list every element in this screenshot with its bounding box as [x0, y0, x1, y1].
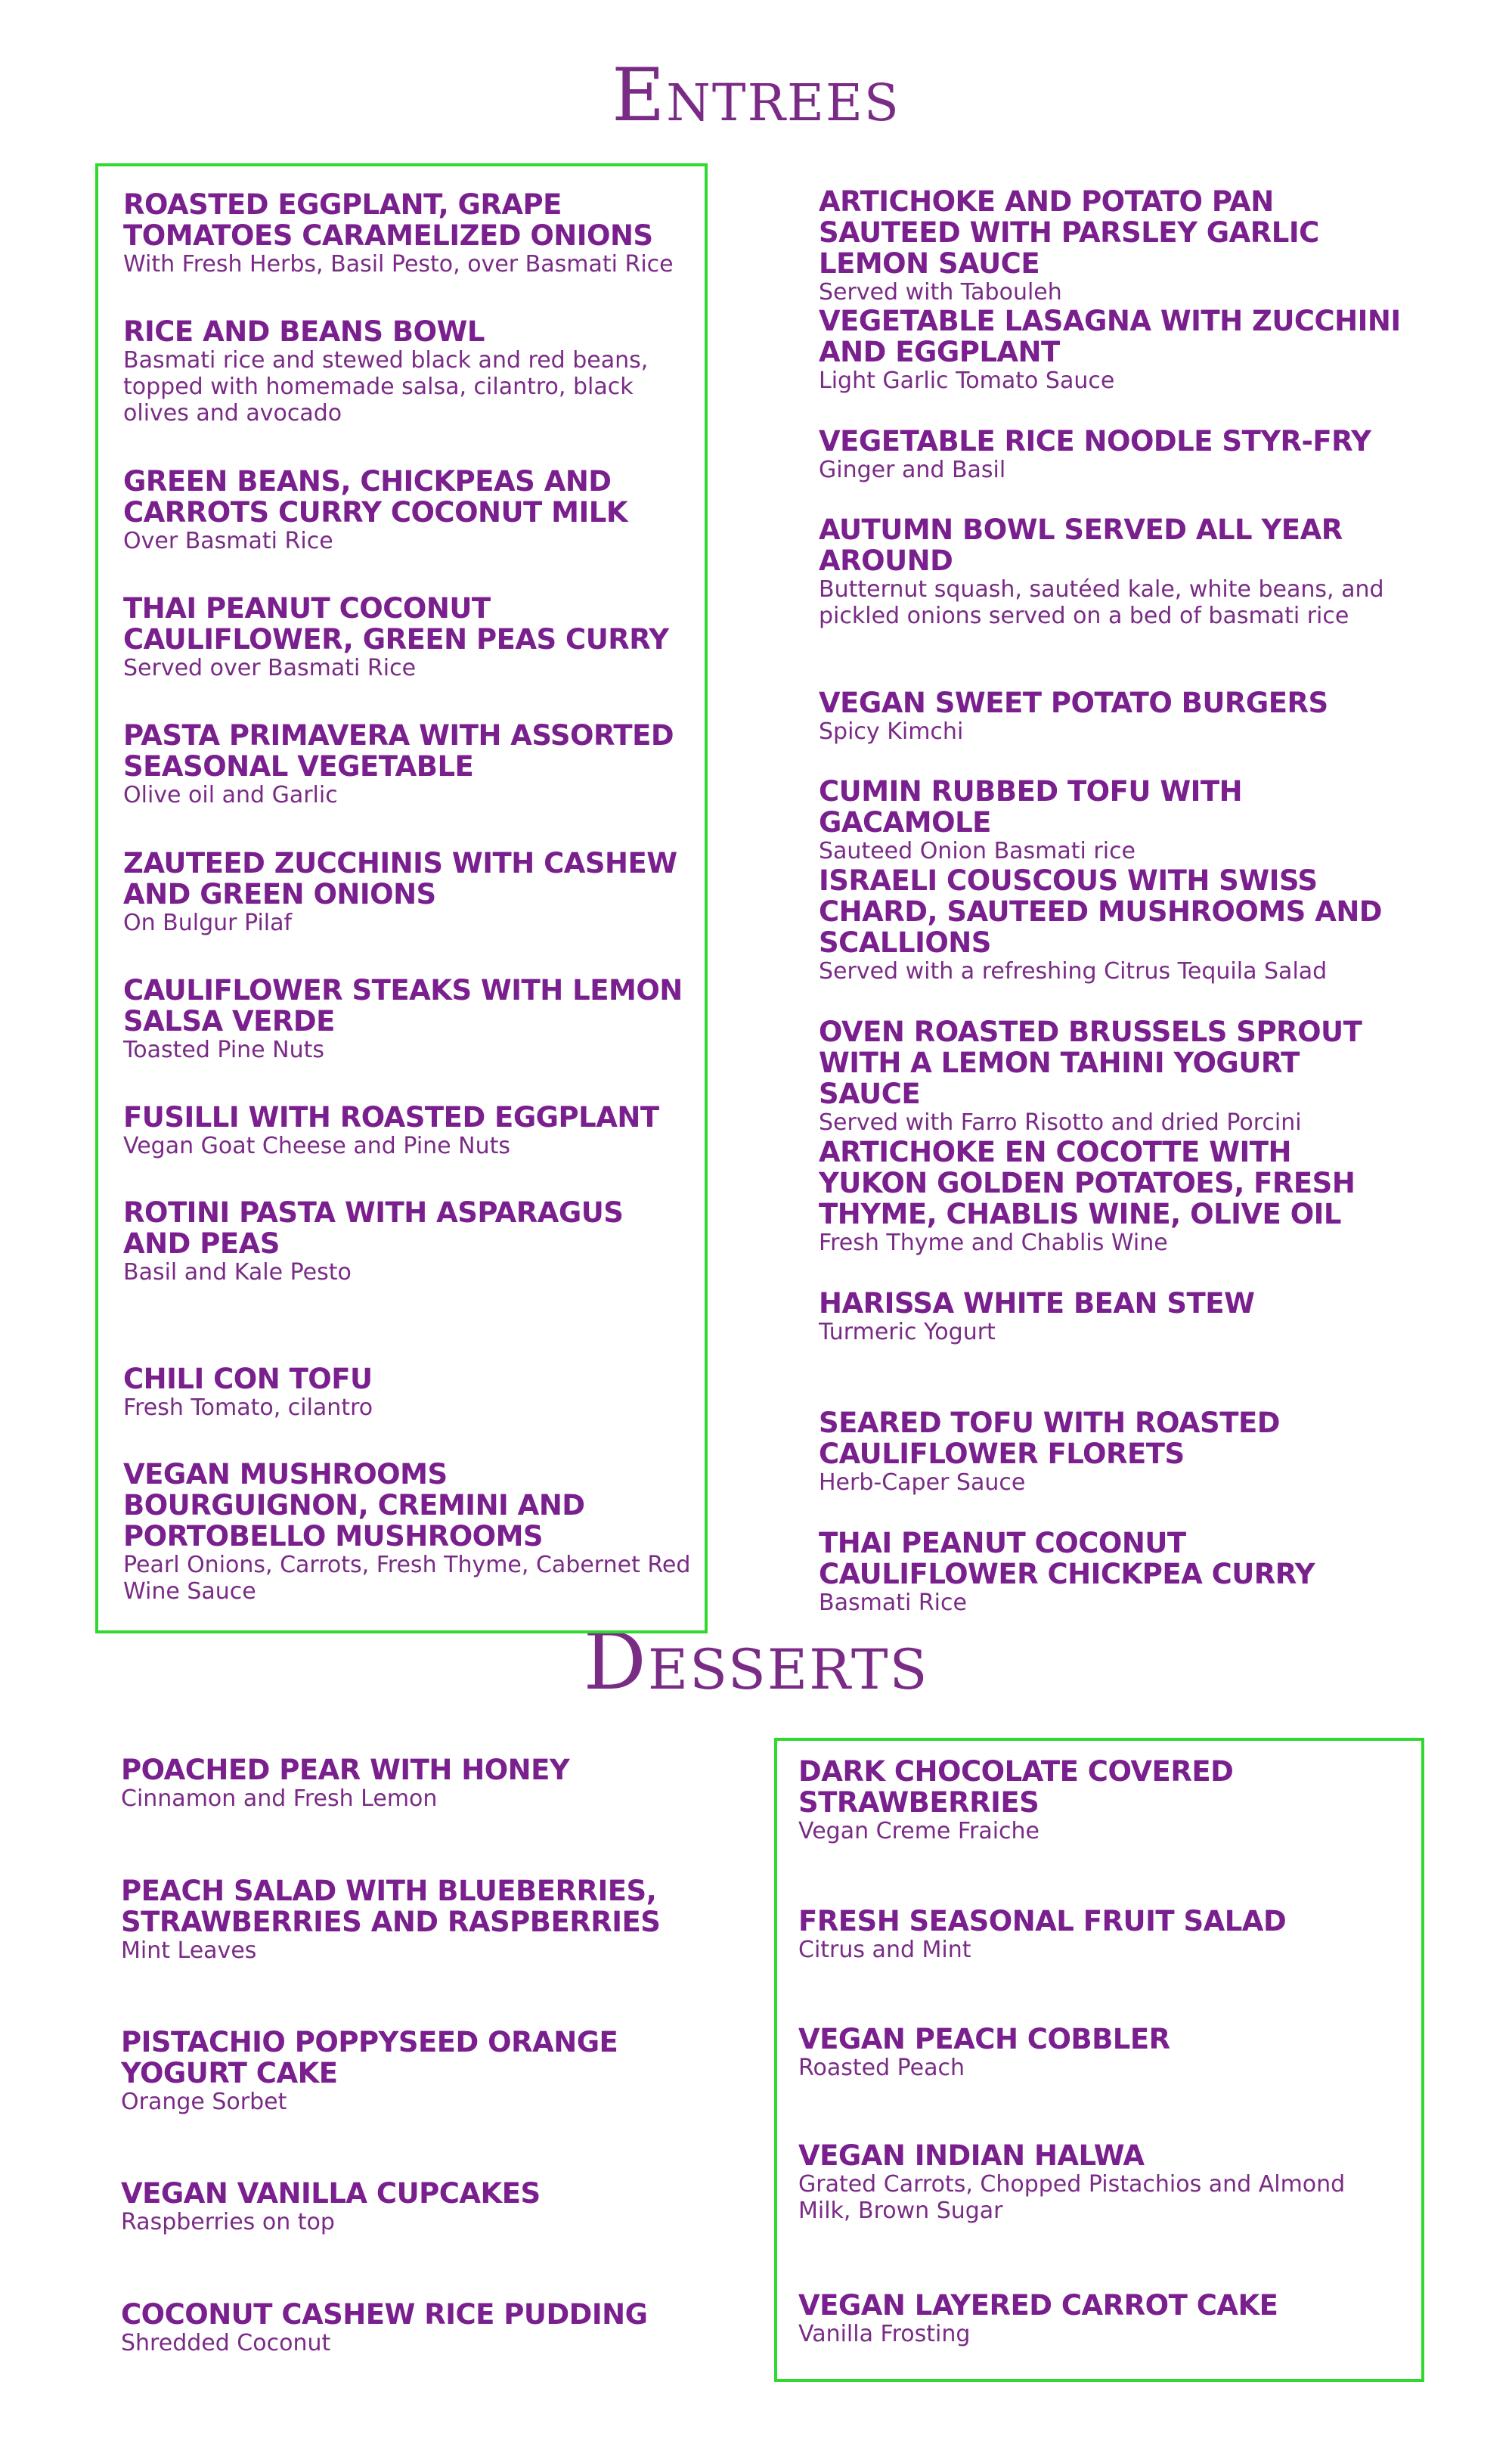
item-description: Olive oil and Garlic: [123, 782, 338, 808]
item-description: Light Garlic Tomato Sauce: [819, 368, 1115, 394]
item-name: VEGAN MUSHROOMS BOURGUIGNON, CREMINI AND PORTOBELLO MUSHROOMS: [123, 1458, 585, 1553]
item-name: FRESH SEASONAL FRUIT SALAD: [798, 1905, 1287, 1937]
item-name: PISTACHIO POPPYSEED ORANGE YOGURT CAKE: [121, 2026, 618, 2089]
item-description: Butternut squash, sautéed kale, white beans, and pickled onions served on a bed of basmati rice: [819, 576, 1384, 629]
menu-item: [819, 306, 1401, 394]
menu-item: [123, 466, 698, 554]
item-name: CUMIN RUBBED TOFU WITH GACAMOLE: [819, 775, 1243, 839]
dessert-item: [798, 2024, 1396, 2081]
dessert-item: [121, 1875, 696, 1964]
item-name: ROTINI PASTA WITH ASPARAGUS AND PEAS: [123, 1196, 624, 1260]
item-name: VEGAN SWEET POTATO BURGERS: [819, 687, 1328, 719]
menu-item: [819, 687, 1401, 745]
menu-item: [819, 514, 1401, 629]
item-description: On Bulgur Pilaf: [123, 910, 293, 936]
item-description: Raspberries on top: [121, 2209, 335, 2235]
item-name: DARK CHOCOLATE COVERED STRAWBERRIES: [798, 1755, 1234, 1819]
item-name: VEGAN LAYERED CARROT CAKE: [798, 2289, 1278, 2322]
entrees-heading: Entrees: [612, 53, 900, 138]
item-description: Citrus and Mint: [798, 1937, 971, 1963]
item-description: Served with Farro Risotto and dried Porcini: [819, 1109, 1302, 1136]
item-name: PEACH SALAD WITH BLUEBERRIES, STRAWBERRIES AND RASPBERRIES: [121, 1875, 661, 1938]
item-description: Sauteed Onion Basmati rice: [819, 838, 1136, 864]
item-name: RICE AND BEANS BOWL: [123, 315, 485, 348]
item-description: Roasted Peach: [798, 2055, 965, 2081]
item-description: Vanilla Frosting: [798, 2321, 971, 2347]
menu-item: [819, 1528, 1401, 1616]
dessert-item: [798, 1906, 1396, 1963]
item-name: ARTICHOKE EN COCOTTE WITH YUKON GOLDEN POTATOES, FRESH THYME, CHABLIS WINE, OLIVE OIL: [819, 1136, 1356, 1230]
item-description: Vegan Goat Cheese and Pine Nuts: [123, 1133, 511, 1159]
item-description: Herb-Caper Sauce: [819, 1469, 1026, 1496]
menu-item: [123, 1363, 698, 1421]
menu-item: [819, 426, 1401, 483]
item-name: VEGETABLE LASAGNA WITH ZUCCHINI AND EGGPLANT: [819, 305, 1401, 368]
dessert-item: [121, 1754, 696, 1812]
menu-item: [819, 1288, 1401, 1345]
item-name: VEGAN VANILLA CUPCAKES: [121, 2177, 541, 2210]
item-name: VEGETABLE RICE NOODLE STYR-FRY: [819, 425, 1371, 458]
menu-item: [123, 189, 698, 278]
item-name: GREEN BEANS, CHICKPEAS AND CARROTS CURRY COCONUT MILK: [123, 465, 628, 529]
item-description: Vegan Creme Fraiche: [798, 1818, 1040, 1844]
item-name: ARTICHOKE AND POTATO PAN SAUTEED WITH PARSLEY GARLIC LEMON SAUCE: [819, 185, 1319, 280]
item-name: AUTUMN BOWL SERVED ALL YEAR AROUND: [819, 513, 1343, 577]
item-description: Grated Carrots, Chopped Pistachios and Almond Milk, Brown Sugar: [798, 2171, 1346, 2224]
item-name: FUSILLI WITH ROASTED EGGPLANT: [123, 1101, 659, 1134]
item-name: POACHED PEAR WITH HONEY: [121, 1754, 570, 1786]
item-description: Shredded Coconut: [121, 2330, 331, 2356]
item-name: SEARED TOFU WITH ROASTED CAULIFLOWER FLORETS: [819, 1407, 1280, 1470]
item-description: Served with Tabouleh: [819, 279, 1062, 306]
menu-item: [123, 316, 698, 427]
menu-item: [819, 186, 1401, 306]
menu-item: [819, 865, 1401, 985]
item-name: ZAUTEED ZUCCHINIS WITH CASHEW AND GREEN ONIONS: [123, 847, 677, 910]
dessert-item: [798, 2140, 1396, 2224]
item-description: Fresh Tomato, cilantro: [123, 1394, 373, 1421]
dessert-item: [121, 2027, 696, 2115]
item-description: Served over Basmati Rice: [123, 655, 417, 681]
item-name: PASTA PRIMAVERA WITH ASSORTED SEASONAL VEGETABLE: [123, 719, 674, 783]
item-name: OVEN ROASTED BRUSSELS SPROUT WITH A LEMON TAHINI YOGURT SAUCE: [819, 1016, 1362, 1110]
item-name: CAULIFLOWER STEAKS WITH LEMON SALSA VERDE: [123, 974, 683, 1038]
menu-item: [123, 1459, 698, 1605]
item-name: THAI PEANUT COCONUT CAULIFLOWER, GREEN PEAS CURRY: [123, 592, 669, 656]
menu-item: [123, 720, 698, 808]
item-description: Orange Sorbet: [121, 2089, 287, 2115]
dessert-item: [121, 2299, 696, 2356]
item-description: Basmati rice and stewed black and red beans, topped with homemade salsa, cilantro, black olives and avocado: [123, 347, 649, 427]
menu-item: [819, 1137, 1401, 1256]
menu-item: [123, 593, 698, 681]
item-name: HARISSA WHITE BEAN STEW: [819, 1287, 1255, 1320]
item-name: COCONUT CASHEW RICE PUDDING: [121, 2298, 648, 2331]
menu-item: [819, 1016, 1401, 1136]
menu-item: [819, 776, 1401, 864]
item-name: ISRAELI COUSCOUS WITH SWISS CHARD, SAUTEED MUSHROOMS AND SCALLIONS: [819, 864, 1383, 959]
menu-item: [819, 1407, 1401, 1496]
item-description: Basil and Kale Pesto: [123, 1259, 352, 1286]
item-name: THAI PEANUT COCONUT CAULIFLOWER CHICKPEA CURRY: [819, 1527, 1315, 1590]
item-description: Cinnamon and Fresh Lemon: [121, 1785, 438, 1812]
item-name: ROASTED EGGPLANT, GRAPE TOMATOES CARAMELIZED ONIONS: [123, 188, 653, 252]
desserts-heading: Desserts: [583, 1615, 929, 1708]
item-name: VEGAN PEACH COBBLER: [798, 2023, 1170, 2055]
item-description: Turmeric Yogurt: [819, 1319, 996, 1345]
item-description: Toasted Pine Nuts: [123, 1037, 325, 1063]
item-description: Fresh Thyme and Chablis Wine: [819, 1230, 1168, 1256]
item-name: CHILI CON TOFU: [123, 1363, 373, 1395]
dessert-item: [121, 2178, 696, 2235]
item-description: Served with a refreshing Citrus Tequila Salad: [819, 958, 1328, 985]
menu-item: [123, 975, 698, 1063]
dessert-item: [798, 1756, 1396, 1844]
item-name: VEGAN INDIAN HALWA: [798, 2139, 1145, 2172]
item-description: Pearl Onions, Carrots, Fresh Thyme, Cabernet Red Wine Sauce: [123, 1552, 691, 1605]
dessert-item: [798, 2290, 1396, 2347]
menu-item: [123, 848, 698, 936]
item-description: Basmati Rice: [819, 1590, 967, 1616]
item-description: Over Basmati Rice: [123, 528, 333, 554]
menu-item: [123, 1102, 698, 1159]
item-description: Spicy Kimchi: [819, 718, 964, 745]
item-description: Ginger and Basil: [819, 457, 1006, 483]
item-description: With Fresh Herbs, Basil Pesto, over Basmati Rice: [123, 251, 674, 278]
menu-item: [123, 1197, 698, 1286]
item-description: Mint Leaves: [121, 1937, 257, 1964]
